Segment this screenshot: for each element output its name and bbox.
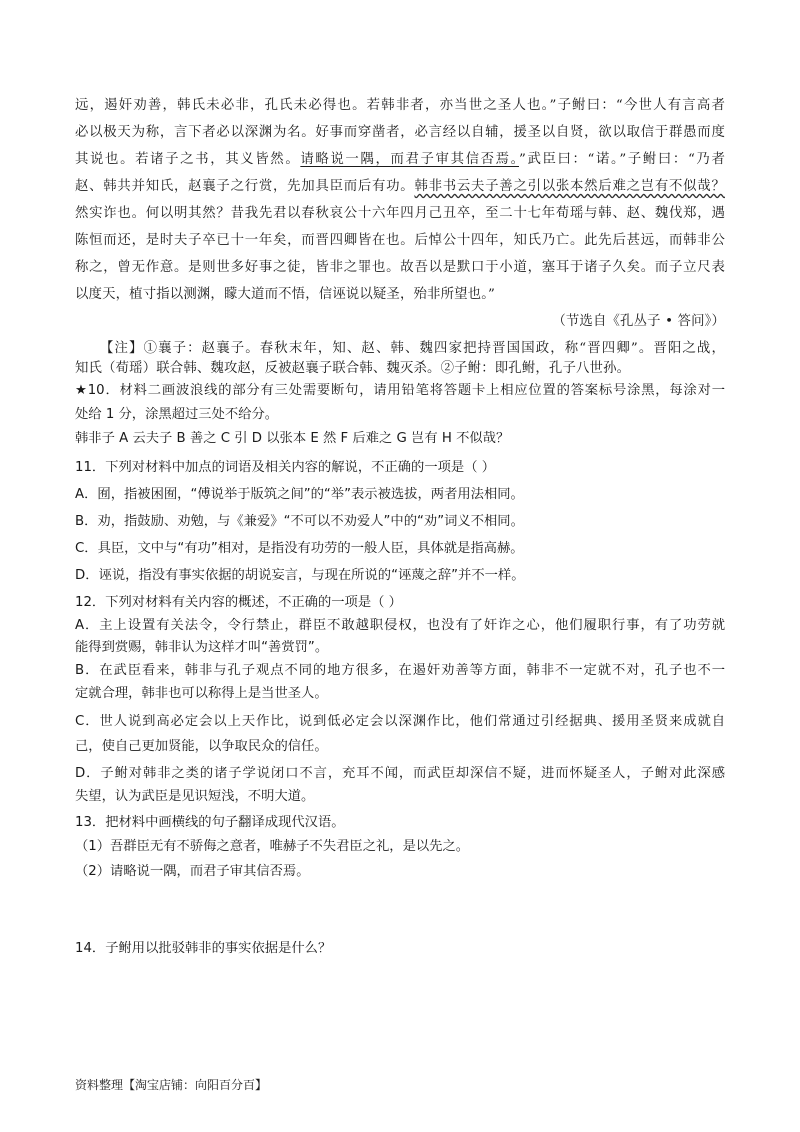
question-10-stem: 处给 1 分，涂黑超过三处不给分。 [75, 407, 279, 422]
passage-line: 陈恒而还，是时夫子卒已十一年矣，而晋四卿皆在也。后悼公十四年，知氏乃亡。此先后甚远，而韩非公 [75, 233, 725, 248]
question-12-option-a: A．主上设置有关法令，令行禁止，群臣不敢越职侵权，也没有了奸诈之心，他们履职行事，有了功劳就 [75, 618, 725, 633]
note-line: 【注】①襄子：赵襄子。春秋末年，知、赵、韩、魏四家把持晋国国政，称“晋四卿”。晋阳之战， [100, 341, 725, 356]
question-12-option-d: D．子鲋对韩非之类的诸子学说闭口不言，充耳不闻，而武臣却深信不疑，进而怀疑圣人，子鲋对此深感 [75, 766, 725, 781]
passage-line: 称之，曾无作意。是则世多好事之徒，皆非之罪也。故吾以是默口于小道，塞耳于诸子久矣。而子立尺表 [75, 260, 725, 275]
question-11-option-a: A．囿，指被困囿，“傅说举于版筑之间”的“举”表示被选拔，两者用法相同。 [75, 487, 524, 502]
passage-line: 然实诈也。何以明其然？昔我先君以春秋哀公十六年四月己丑卒，至二十七年荀瑶与韩、赵、魏伐郑，遇 [75, 206, 725, 221]
question-13-sentence-2: （2）请略说一隅，而君子审其信否焉。 [75, 864, 310, 879]
question-12-stem: 12．下列对材料有关内容的概述，不正确的一项是（ ） [75, 595, 402, 610]
question-12-option-a: 能得到赏赐，韩非认为这样才叫“善赏罚”。 [75, 640, 329, 655]
passage-line: 以度天，植寸指以测渊，矇大道而不悟，信诬说以疑圣，殆非所望也。” [75, 287, 496, 302]
question-12-option-c: C．世人说到高必定会以上天作比，说到低必定会以深渊作比，他们常通过引经据典、援用圣贤来成就自 [75, 714, 725, 729]
question-14-stem: 14．子鲋用以批驳韩非的事实依据是什么？ [75, 941, 332, 956]
page-footer: 资料整理【淘宝店铺：向阳百分百】 [75, 1078, 268, 1092]
question-11-option-d: D．诬说，指没有事实依据的胡说妄言，与现在所说的“诬蔑之辞”并不一样。 [75, 568, 525, 583]
question-13-sentence-1: （1）吾群臣无有不骄侮之意者，唯赫子不失君臣之礼，是以先之。 [75, 839, 470, 854]
passage-line: 必以极天为称，言下者必以深渊为名。好事而穿凿者，必言经以自辅，援圣以自贤，欲以取信于群愚而度 [75, 125, 725, 140]
passage-line [75, 178, 725, 196]
question-12-option-d: 失望，认为武臣是见识短浅，不明大道。 [75, 789, 315, 804]
underlined-sentence: 请略说一隅，而君子审其信否焉。 [300, 152, 519, 167]
question-11-option-c: C．具臣，文中与“有功”相对，是指没有功劳的一般人臣，具体就是指高赫。 [75, 541, 524, 556]
passage-line: 远，遏奸劝善，韩氏未必非，孔氏未必得也。若韩非者，亦当世之圣人也。”子鲋曰：“今世人有言高者 [75, 98, 725, 113]
question-10-sentence: 韩非子 A 云夫子 B 善之 C 引 D 以张本 E 然 F 后难之 G 岂有 H 不似哉？ [75, 431, 510, 446]
note-line: 知氏（荀瑶）联合韩、魏攻赵，反被赵襄子联合韩、魏灭杀。②子鲋：即孔鲋，孔子八世孙。 [75, 361, 631, 376]
passage-text: ”武臣曰：“诺。”子鲋曰：“乃者 [518, 152, 725, 167]
question-12-option-b: 定就合理，韩非也可以称得上是当世圣人。 [75, 686, 328, 701]
question-12-option-c: 己，使自己更加贤能，以争取民众的信任。 [75, 739, 328, 754]
passage-line [75, 151, 725, 169]
passage-text: 其说也。若诸子之书，其义皆然。 [75, 152, 301, 167]
question-13-stem: 13．把材料中画横线的句子翻译成现代汉语。 [75, 815, 345, 830]
question-12-option-b: B．在武臣看来，韩非与孔子观点不同的地方很多，在遏奸劝善等方面，韩非不一定就不对，孔子也不一 [75, 663, 725, 678]
passage-source: （节选自《孔丛子 • 答问》） [552, 314, 725, 329]
question-11-option-b: B．劝，指鼓励、劝勉，与《兼爱》“不可以不劝爱人”中的“劝”词义不相同。 [75, 514, 524, 529]
question-11-stem: 11．下列对材料中加点的词语及相关内容的解说，不正确的一项是（ ） [75, 460, 496, 475]
wavy-underlined-passage: 韩非书云夫子善之引以张本然后难之岂有不似哉？ [414, 179, 725, 194]
passage-text: 赵、韩共并知氏，赵襄子之行赏，先加具臣而后有功。 [75, 179, 415, 194]
question-10-stem: ★10．材料二画波浪线的部分有三处需要断句，请用铅笔将答题卡上相应位置的答案标号涂黑，每涂对一 [75, 383, 725, 398]
